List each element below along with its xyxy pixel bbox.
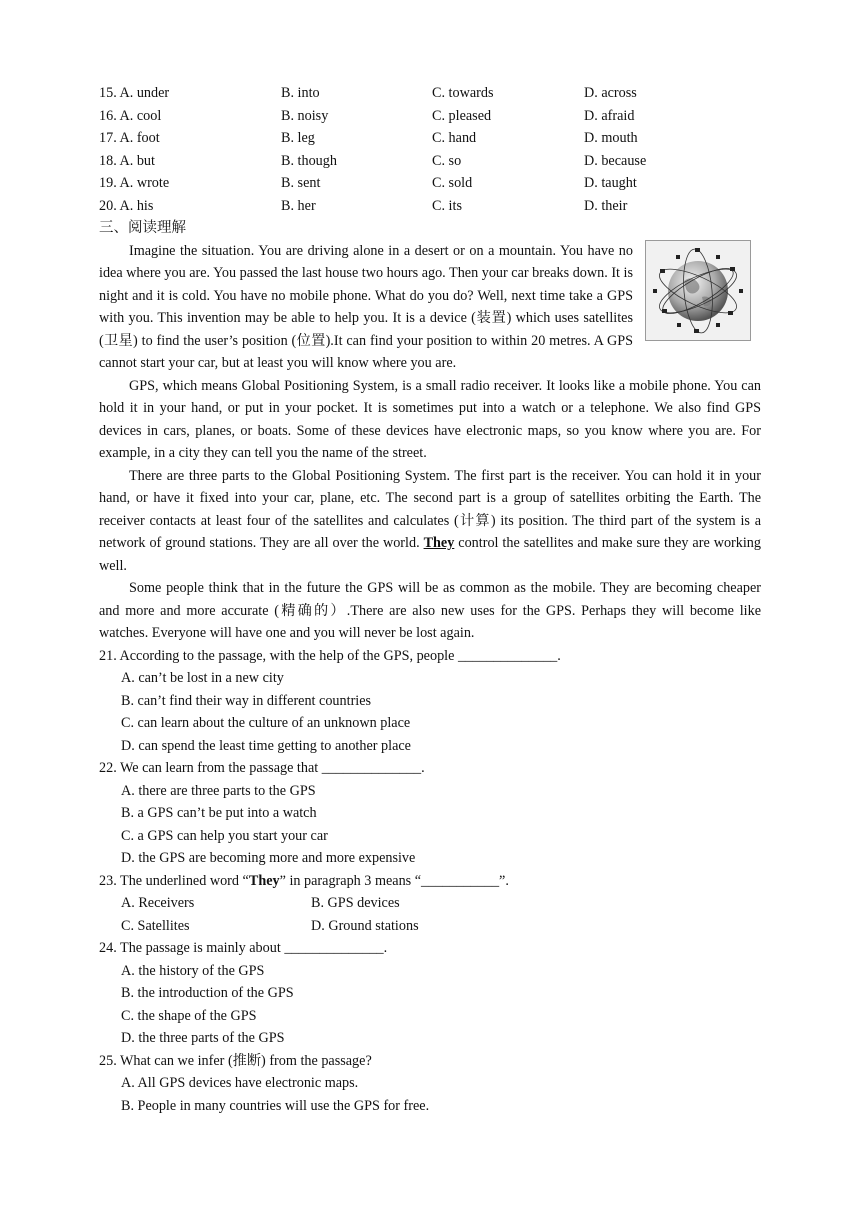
question-21	[99, 645, 761, 758]
option-b: B. can’t find their way in different countries	[121, 692, 372, 709]
passage-text: There are three parts to the Global Positioning System. The first part is the receiver. You can hold it in your hand, or have it fixed into your car, plane, etc. The second part is a group of satellites orbiting the Earth. The receiver contacts at least four of the satellites and calculates (计算) its position. The third part of the system is a network of ground stations. They are all over the world.	[99, 467, 761, 551]
option-d: D. their	[584, 197, 628, 214]
option-c: C. pleased	[432, 107, 492, 124]
passage-text: Imagine the situation. You are driving alone in a desert or on a mountain. You have no idea where you are. You passed the last house two hours ago. Then your car breaks down. It is night and it is cold. You have no mobile phone. What do you do? Well, next time take a GPS with you. This invention may be able to help you. It is a device (装置) which uses satellites (卫星) to find the user’s position (位置).It can find your position to within 20 metres. A GPS cannot start your car, but at least you will know where you are.	[99, 242, 634, 371]
option-row	[99, 150, 761, 173]
option-d: D. afraid	[584, 107, 635, 124]
exam-page	[99, 82, 761, 1117]
option-b: B. leg	[281, 130, 315, 146]
option-c: C. so	[432, 152, 462, 169]
option-c: C. Satellites	[121, 917, 190, 934]
option-row	[99, 172, 761, 195]
option-d: D. the three parts of the GPS	[121, 1030, 285, 1046]
section-title: 三、阅读理解	[99, 220, 186, 236]
option-a: 19. A. wrote	[99, 175, 170, 191]
option-a: 20. A. his	[99, 197, 154, 214]
passage-paragraph-1	[99, 240, 761, 375]
option-row	[99, 195, 761, 218]
option-a: A. there are three parts to the GPS	[121, 782, 316, 799]
question-stem: 22. We can learn from the passage that ______________.	[99, 760, 425, 776]
option-row	[99, 892, 761, 915]
question-24	[99, 937, 761, 1050]
option-b: B. noisy	[281, 107, 329, 124]
question-stem: 24. The passage is mainly about ______________.	[99, 940, 388, 956]
option-a: A. All GPS devices have electronic maps.	[121, 1075, 359, 1091]
option-a: A. can’t be lost in a new city	[121, 670, 284, 686]
option-a: A. the history of the GPS	[121, 962, 265, 979]
question-stem: 25. What can we infer (推断) from the passage?	[99, 1052, 372, 1069]
option-c: C. the shape of the GPS	[121, 1007, 257, 1024]
option-b: B. though	[281, 152, 337, 169]
option-row	[99, 127, 761, 150]
option-a: 16. A. cool	[99, 107, 162, 124]
reading-passage	[99, 240, 761, 645]
option-b: B. the introduction of the GPS	[121, 985, 294, 1001]
stem-text: 23. The underlined word “	[99, 872, 249, 889]
option-d: D. mouth	[584, 130, 638, 146]
option-d: D. taught	[584, 175, 637, 191]
option-d: D. can spend the least time getting to another place	[121, 737, 411, 754]
option-b: B. into	[281, 85, 320, 101]
option-d: D. across	[584, 85, 637, 101]
passage-text: control the satellites and make sure they are working well.	[99, 535, 761, 574]
option-b: B. her	[281, 197, 316, 214]
underlined-word: They	[423, 535, 455, 551]
option-b: B. a GPS can’t be put into a watch	[121, 805, 317, 821]
option-row	[99, 915, 761, 938]
option-a: 15. A. under	[99, 85, 170, 101]
stem-bold-word: They	[248, 872, 280, 889]
option-c: C. its	[432, 197, 462, 214]
option-a: A. Receivers	[121, 895, 195, 911]
option-a: 18. A. but	[99, 152, 155, 169]
option-a: 17. A. foot	[99, 130, 160, 146]
passage-paragraph-4: Some people think that in the future the GPS will be as common as the mobile. They are becoming cheaper and more and more accurate (精确的）.There are also new uses for the GPS. Perhaps they will become like watches. Everyone will have one and you will never be lost again.	[99, 580, 761, 641]
option-c: C. sold	[432, 175, 473, 191]
option-c: C. hand	[432, 130, 477, 146]
option-row	[99, 82, 761, 105]
option-b: B. sent	[281, 175, 321, 191]
cloze-options	[99, 82, 761, 217]
question-23	[99, 870, 761, 938]
option-c: C. a GPS can help you start your car	[121, 827, 328, 844]
option-d: D. the GPS are becoming more and more expensive	[121, 850, 416, 866]
option-d: D. because	[584, 152, 647, 169]
option-c: C. can learn about the culture of an unknown place	[121, 715, 411, 731]
option-b: B. People in many countries will use the GPS for free.	[121, 1097, 430, 1114]
passage-paragraph-3	[99, 465, 761, 578]
option-row	[99, 105, 761, 128]
question-22	[99, 757, 761, 870]
option-b: B. GPS devices	[311, 895, 400, 911]
question-25	[99, 1050, 761, 1118]
question-stem	[99, 870, 761, 893]
question-stem: 21. According to the passage, with the help of the GPS, people ______________.	[99, 647, 561, 664]
stem-text: ” in paragraph 3 means “___________”.	[279, 872, 509, 889]
option-c: C. towards	[432, 85, 494, 101]
gps-satellite-globe-icon	[645, 240, 751, 341]
passage-paragraph-2: GPS, which means Global Positioning System, is a small radio receiver. It looks like a mobile phone. You can hold it in your hand, or put in your pocket. It is sometimes put into a watch or a telephone. We also find GPS devices in cars, planes, or boats. Some of these devices have electronic maps, so you know where you are. For example, in a city they can tell you the name of the street.	[99, 377, 761, 461]
option-d: D. Ground stations	[311, 917, 419, 934]
